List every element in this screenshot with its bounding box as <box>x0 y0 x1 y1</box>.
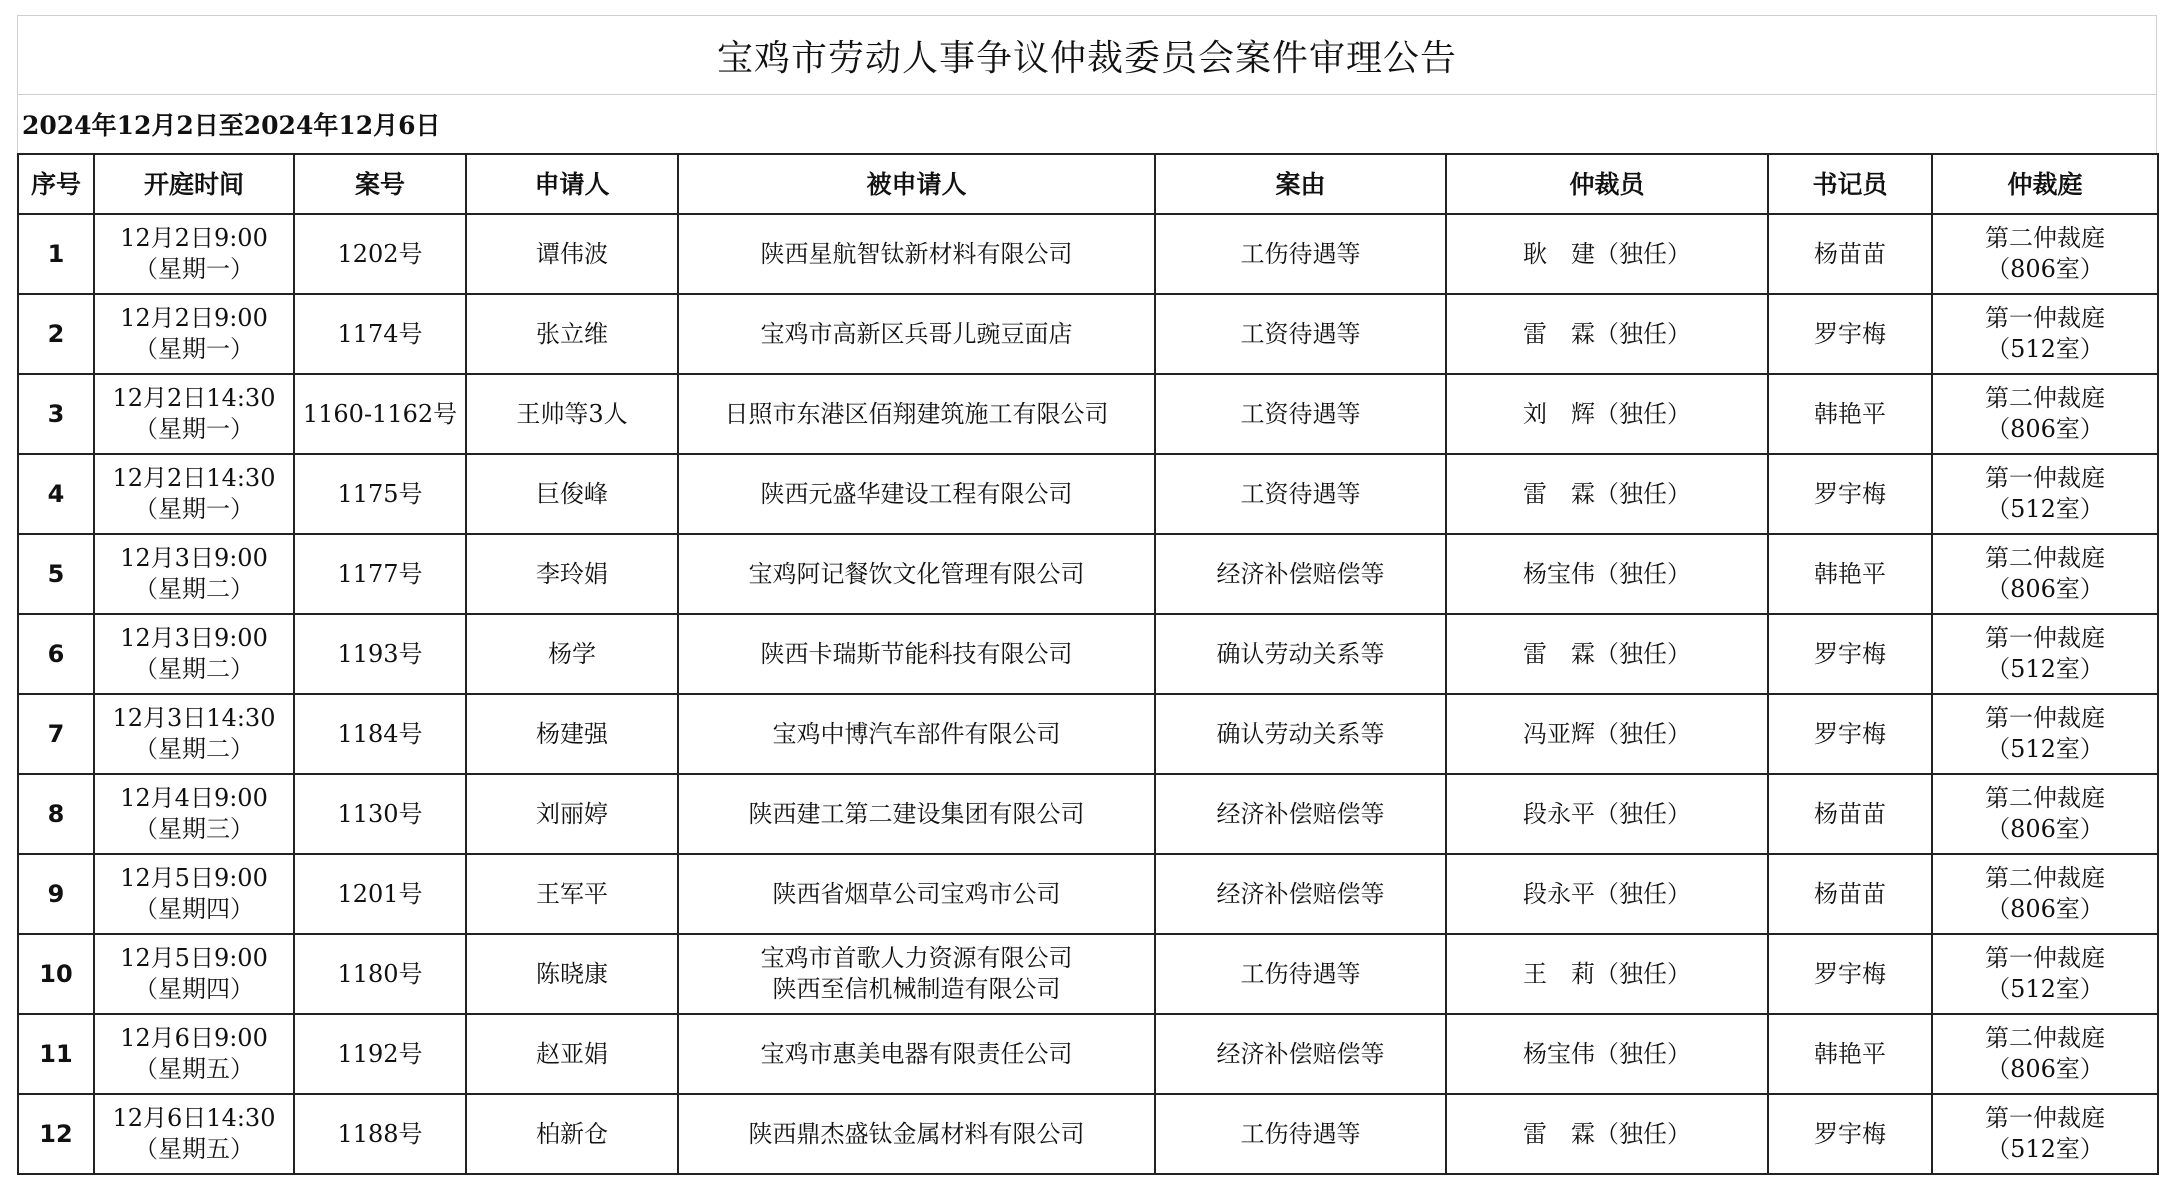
respondent <box>678 454 1155 534</box>
applicant: 杨学 <box>466 614 678 694</box>
case-cause: 经济补偿赔偿等 <box>1155 854 1446 934</box>
arbitration-court <box>1932 614 2158 694</box>
table-row <box>18 374 2158 454</box>
arbitrator: 冯亚辉（独任） <box>1446 694 1768 774</box>
case-number: 1201号 <box>294 854 466 934</box>
row-index: 3 <box>18 374 94 454</box>
row-index: 2 <box>18 294 94 374</box>
court-name: 第一仲裁庭 <box>1985 704 2105 732</box>
header-applicant: 申请人 <box>466 154 678 214</box>
hearing-weekday: （星期五） <box>134 1135 254 1163</box>
respondent-name: 宝鸡市高新区兵哥儿豌豆面店 <box>760 319 1073 348</box>
court-room: （806室） <box>1986 255 2104 283</box>
court-name: 第一仲裁庭 <box>1985 944 2105 972</box>
respondent-name: 宝鸡中博汽车部件有限公司 <box>772 719 1061 748</box>
hearing-date-time: 12月2日14:30 <box>112 384 276 412</box>
case-number: 1193号 <box>294 614 466 694</box>
case-number: 1174号 <box>294 294 466 374</box>
header-arbitrator: 仲裁员 <box>1446 154 1768 214</box>
hearing-time <box>94 1014 294 1094</box>
header-cause: 案由 <box>1155 154 1446 214</box>
arbitrator: 雷 霖（独任） <box>1446 614 1768 694</box>
court-name: 第二仲裁庭 <box>1985 1024 2105 1052</box>
applicant: 王帅等3人 <box>466 374 678 454</box>
case-cause: 工伤待遇等 <box>1155 1094 1446 1174</box>
arbitration-court <box>1932 854 2158 934</box>
hearing-weekday: （星期二） <box>134 735 254 763</box>
table-row <box>18 294 2158 374</box>
table-row <box>18 614 2158 694</box>
clerk: 杨苗苗 <box>1768 214 1932 294</box>
clerk: 罗宇梅 <box>1768 454 1932 534</box>
respondent-name: 陕西卡瑞斯节能科技有限公司 <box>760 639 1073 668</box>
arbitrator: 王 莉（独任） <box>1446 934 1768 1014</box>
case-cause: 工资待遇等 <box>1155 294 1446 374</box>
respondent-name: 日照市东港区佰翔建筑施工有限公司 <box>724 399 1109 428</box>
hearing-time <box>94 1094 294 1174</box>
case-cause: 工资待遇等 <box>1155 454 1446 534</box>
arbitration-court <box>1932 374 2158 454</box>
hearing-time <box>94 934 294 1014</box>
court-room: （512室） <box>1986 1135 2104 1163</box>
clerk: 杨苗苗 <box>1768 774 1932 854</box>
hearing-weekday: （星期五） <box>134 1055 254 1083</box>
respondent-name: 陕西星航智钛新材料有限公司 <box>760 239 1073 268</box>
hearing-date-time: 12月3日9:00 <box>120 624 268 652</box>
arbitrator: 雷 霖（独任） <box>1446 294 1768 374</box>
applicant: 谭伟波 <box>466 214 678 294</box>
row-index: 10 <box>18 934 94 1014</box>
hearing-date-time: 12月2日14:30 <box>112 464 276 492</box>
row-index: 6 <box>18 614 94 694</box>
arbitration-court <box>1932 294 2158 374</box>
clerk: 韩艳平 <box>1768 374 1932 454</box>
table-row <box>18 694 2158 774</box>
arbitrator: 段永平（独任） <box>1446 774 1768 854</box>
applicant: 张立维 <box>466 294 678 374</box>
hearing-weekday: （星期二） <box>134 575 254 603</box>
case-number: 1177号 <box>294 534 466 614</box>
respondent <box>678 854 1155 934</box>
respondent-name: 陕西省烟草公司宝鸡市公司 <box>772 879 1061 908</box>
header-index: 序号 <box>18 154 94 214</box>
clerk: 罗宇梅 <box>1768 694 1932 774</box>
arbitrator: 雷 霖（独任） <box>1446 454 1768 534</box>
header-time: 开庭时间 <box>94 154 294 214</box>
row-index: 4 <box>18 454 94 534</box>
respondent-name: 宝鸡市惠美电器有限责任公司 <box>760 1039 1073 1068</box>
hearing-time <box>94 294 294 374</box>
respondent-name: 陕西建工第二建设集团有限公司 <box>748 799 1085 828</box>
applicant: 刘丽婷 <box>466 774 678 854</box>
clerk: 罗宇梅 <box>1768 934 1932 1014</box>
court-room: （806室） <box>1986 815 2104 843</box>
case-cause: 工伤待遇等 <box>1155 214 1446 294</box>
arbitrator: 杨宝伟（独任） <box>1446 1014 1768 1094</box>
court-name: 第一仲裁庭 <box>1985 1104 2105 1132</box>
court-room: （806室） <box>1986 415 2104 443</box>
hearing-weekday: （星期二） <box>134 655 254 683</box>
clerk: 罗宇梅 <box>1768 614 1932 694</box>
respondent <box>678 614 1155 694</box>
hearing-date-time: 12月3日9:00 <box>120 544 268 572</box>
respondent <box>678 534 1155 614</box>
case-cause: 工资待遇等 <box>1155 374 1446 454</box>
case-number: 1192号 <box>294 1014 466 1094</box>
hearing-date-time: 12月4日9:00 <box>120 784 268 812</box>
header-row <box>18 154 2158 214</box>
respondent <box>678 374 1155 454</box>
case-cause: 确认劳动关系等 <box>1155 614 1446 694</box>
respondent <box>678 214 1155 294</box>
row-index: 11 <box>18 1014 94 1094</box>
case-cause: 工伤待遇等 <box>1155 934 1446 1014</box>
case-number: 1160-1162号 <box>294 374 466 454</box>
court-room: （512室） <box>1986 335 2104 363</box>
notice-sheet <box>17 15 2157 1175</box>
hearing-weekday: （星期一） <box>134 335 254 363</box>
respondent-name: 陕西鼎杰盛钛金属材料有限公司 <box>748 1119 1085 1148</box>
case-cause: 经济补偿赔偿等 <box>1155 534 1446 614</box>
hearing-date-time: 12月5日9:00 <box>120 864 268 892</box>
row-index: 1 <box>18 214 94 294</box>
hearing-weekday: （星期一） <box>134 415 254 443</box>
clerk: 罗宇梅 <box>1768 1094 1932 1174</box>
arbitration-court <box>1932 774 2158 854</box>
arbitrator: 杨宝伟（独任） <box>1446 534 1768 614</box>
row-index: 7 <box>18 694 94 774</box>
table-row <box>18 1014 2158 1094</box>
case-number: 1130号 <box>294 774 466 854</box>
respondent-name: 陕西至信机械制造有限公司 <box>772 975 1061 1003</box>
row-index: 8 <box>18 774 94 854</box>
arbitration-court <box>1932 454 2158 534</box>
row-index: 9 <box>18 854 94 934</box>
hearing-table <box>17 153 2159 1175</box>
header-court: 仲裁庭 <box>1932 154 2158 214</box>
arbitration-court <box>1932 934 2158 1014</box>
applicant: 巨俊峰 <box>466 454 678 534</box>
case-cause: 经济补偿赔偿等 <box>1155 1014 1446 1094</box>
arbitrator: 耿 建（独任） <box>1446 214 1768 294</box>
court-room: （512室） <box>1986 495 2104 523</box>
hearing-time <box>94 534 294 614</box>
court-room: （512室） <box>1986 735 2104 763</box>
respondent-name: 陕西元盛华建设工程有限公司 <box>760 479 1073 508</box>
case-number: 1188号 <box>294 1094 466 1174</box>
arbitrator: 刘 辉（独任） <box>1446 374 1768 454</box>
court-name: 第一仲裁庭 <box>1985 624 2105 652</box>
page-title: 宝鸡市劳动人事争议仲裁委员会案件审理公告 <box>17 15 2157 95</box>
clerk: 韩艳平 <box>1768 1014 1932 1094</box>
court-name: 第一仲裁庭 <box>1985 464 2105 492</box>
table-row <box>18 774 2158 854</box>
applicant: 杨建强 <box>466 694 678 774</box>
header-clerk: 书记员 <box>1768 154 1932 214</box>
case-cause: 经济补偿赔偿等 <box>1155 774 1446 854</box>
hearing-time <box>94 694 294 774</box>
applicant: 陈晓康 <box>466 934 678 1014</box>
applicant: 李玲娟 <box>466 534 678 614</box>
arbitration-court <box>1932 214 2158 294</box>
case-number: 1184号 <box>294 694 466 774</box>
hearing-time <box>94 374 294 454</box>
arbitration-court <box>1932 534 2158 614</box>
court-name: 第二仲裁庭 <box>1985 864 2105 892</box>
court-room: （512室） <box>1986 975 2104 1003</box>
clerk: 杨苗苗 <box>1768 854 1932 934</box>
clerk: 罗宇梅 <box>1768 294 1932 374</box>
table-row <box>18 534 2158 614</box>
arbitration-court <box>1932 1014 2158 1094</box>
table-row <box>18 214 2158 294</box>
hearing-time <box>94 214 294 294</box>
date-range: 2024年12月2日至2024年12月6日 <box>17 95 2157 153</box>
hearing-date-time: 12月3日14:30 <box>112 704 276 732</box>
case-number: 1180号 <box>294 934 466 1014</box>
clerk: 韩艳平 <box>1768 534 1932 614</box>
hearing-date-time: 12月6日14:30 <box>112 1104 276 1132</box>
hearing-time <box>94 614 294 694</box>
court-room: （806室） <box>1986 575 2104 603</box>
applicant: 柏新仓 <box>466 1094 678 1174</box>
case-cause: 确认劳动关系等 <box>1155 694 1446 774</box>
row-index: 5 <box>18 534 94 614</box>
hearing-date-time: 12月6日9:00 <box>120 1024 268 1052</box>
court-room: （806室） <box>1986 895 2104 923</box>
arbitrator: 段永平（独任） <box>1446 854 1768 934</box>
court-room: （512室） <box>1986 655 2104 683</box>
hearing-time <box>94 854 294 934</box>
court-name: 第一仲裁庭 <box>1985 304 2105 332</box>
respondent <box>678 1014 1155 1094</box>
case-number: 1202号 <box>294 214 466 294</box>
applicant: 赵亚娟 <box>466 1014 678 1094</box>
hearing-weekday: （星期一） <box>134 255 254 283</box>
respondent <box>678 934 1155 1014</box>
case-number: 1175号 <box>294 454 466 534</box>
header-case-no: 案号 <box>294 154 466 214</box>
court-name: 第二仲裁庭 <box>1985 784 2105 812</box>
row-index: 12 <box>18 1094 94 1174</box>
court-name: 第二仲裁庭 <box>1985 544 2105 572</box>
hearing-weekday: （星期三） <box>134 815 254 843</box>
arbitration-court <box>1932 1094 2158 1174</box>
table-row <box>18 854 2158 934</box>
respondent <box>678 694 1155 774</box>
hearing-weekday: （星期一） <box>134 495 254 523</box>
respondent-name: 宝鸡阿记餐饮文化管理有限公司 <box>748 559 1085 588</box>
table-row <box>18 454 2158 534</box>
table-row <box>18 934 2158 1014</box>
court-room: （806室） <box>1986 1055 2104 1083</box>
header-respondent: 被申请人 <box>678 154 1155 214</box>
respondent <box>678 774 1155 854</box>
hearing-date-time: 12月5日9:00 <box>120 944 268 972</box>
hearing-time <box>94 454 294 534</box>
hearing-weekday: （星期四） <box>134 975 254 1003</box>
hearing-time <box>94 774 294 854</box>
respondent-name: 宝鸡市首歌人力资源有限公司 <box>760 944 1073 972</box>
arbitrator: 雷 霖（独任） <box>1446 1094 1768 1174</box>
arbitration-court <box>1932 694 2158 774</box>
court-name: 第二仲裁庭 <box>1985 224 2105 252</box>
table-row <box>18 1094 2158 1174</box>
hearing-date-time: 12月2日9:00 <box>120 224 268 252</box>
court-name: 第二仲裁庭 <box>1985 384 2105 412</box>
hearing-date-time: 12月2日9:00 <box>120 304 268 332</box>
hearing-weekday: （星期四） <box>134 895 254 923</box>
respondent <box>678 1094 1155 1174</box>
applicant: 王军平 <box>466 854 678 934</box>
respondent <box>678 294 1155 374</box>
